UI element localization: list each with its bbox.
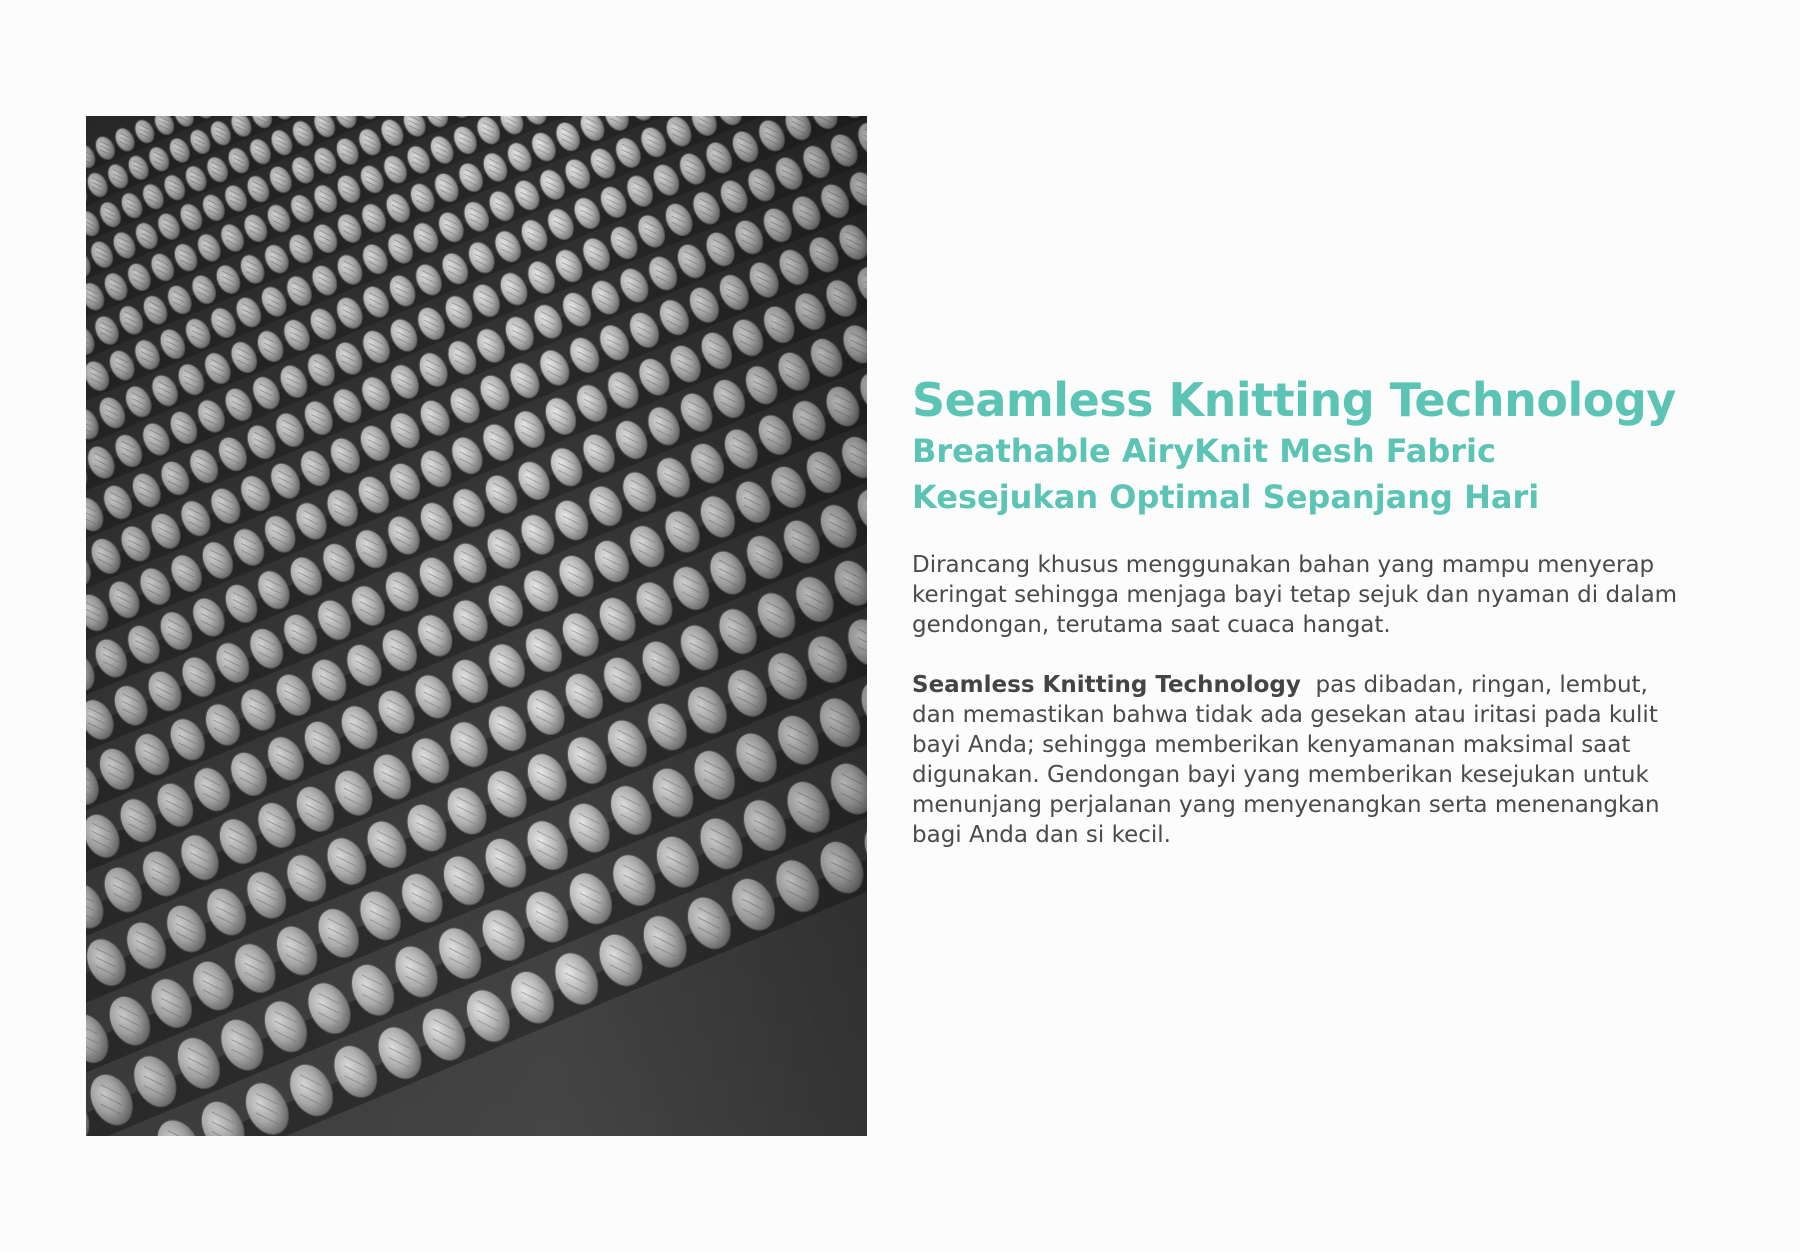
feature-content — [912, 372, 1712, 850]
description-paragraph-1: Dirancang khusus menggunakan bahan yang mampu menyerap keringat sehingga menjaga bayi tetap sejuk dan nyaman di dalam gendongan, terutama saat cuaca hangat. — [912, 552, 1678, 638]
knit-fabric-illustration — [86, 116, 867, 1136]
feature-title: Seamless Knitting Technology — [912, 373, 1676, 427]
feature-subtitle-1: Breathable AiryKnit Mesh Fabric — [912, 432, 1496, 470]
knit-fabric-photo — [86, 116, 867, 1136]
description-paragraph-2-highlight: Seamless Knitting Technology — [912, 672, 1301, 698]
feature-subtitle-2: Kesejukan Optimal Sepanjang Hari — [912, 478, 1540, 516]
description-paragraph-2 — [912, 670, 1682, 850]
description-paragraph-2-text: pas dibadan, ringan, lembut, dan memastikan bahwa tidak ada gesekan atau iritasi pada kulit bayi Anda; sehingga memberikan kenyamanan maksimal saat digunakan. Gendongan bayi yang memberikan kesejukan untuk menunjang perjalanan yang menyenangkan serta menenangkan bagi Anda dan si kecil. — [912, 672, 1667, 848]
